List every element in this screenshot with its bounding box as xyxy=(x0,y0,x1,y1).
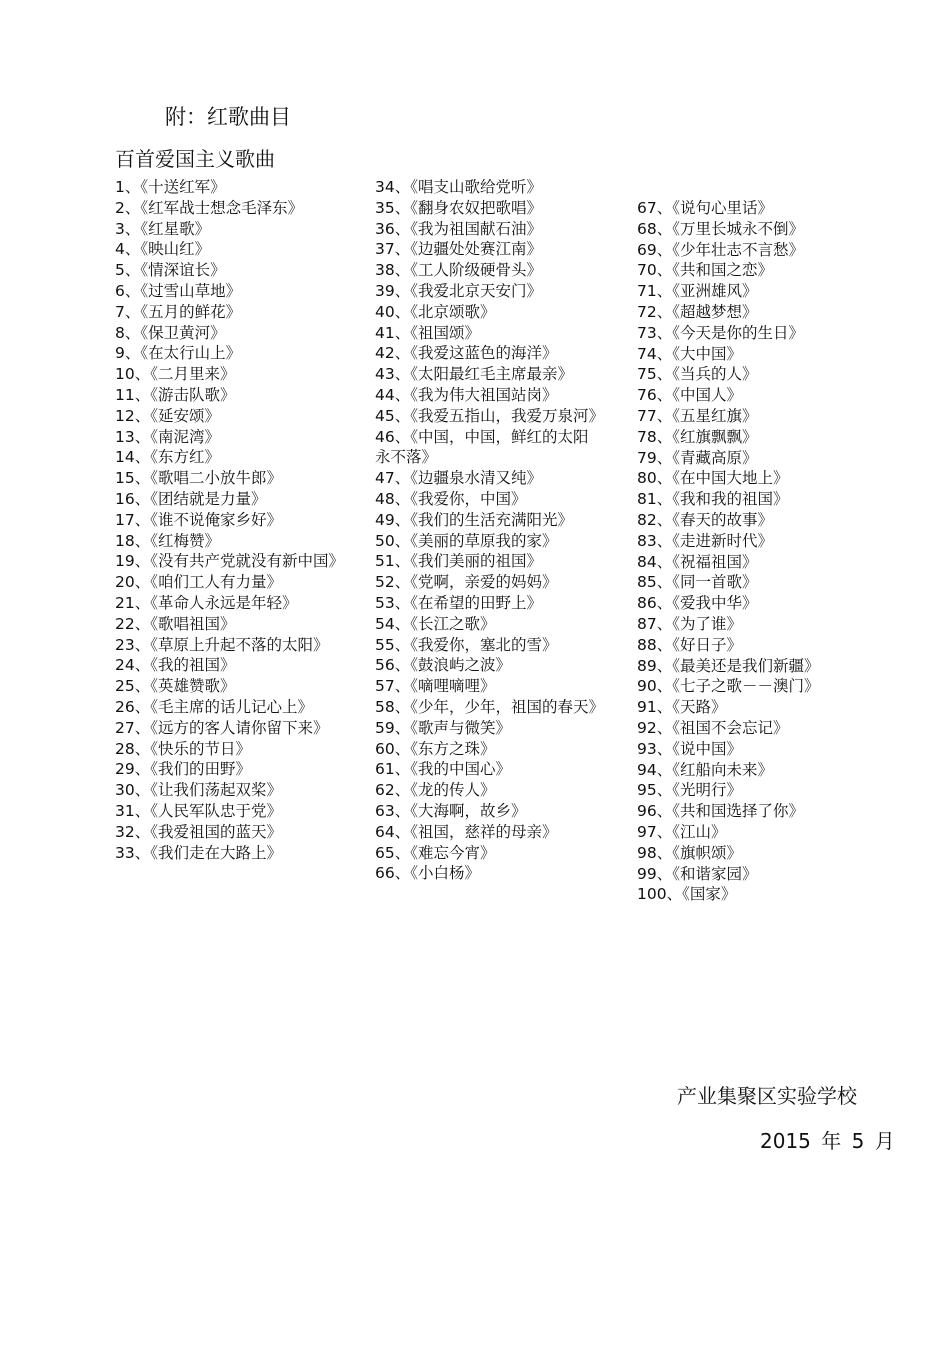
song-item: 9、《在太行山上》 xyxy=(115,344,242,363)
song-item: 37、《边疆处处赛江南》 xyxy=(375,240,542,259)
song-item: 66、《小白杨》 xyxy=(375,864,480,883)
song-column-1 xyxy=(115,177,344,863)
song-item: 44、《我为伟大祖国站岗》 xyxy=(375,385,558,404)
song-item: 93、《说中国》 xyxy=(637,739,742,758)
song-item: 50、《美丽的草原我的家》 xyxy=(375,531,558,550)
song-column-2 xyxy=(375,177,604,884)
song-item: 89、《最美还是我们新疆》 xyxy=(637,656,820,675)
song-item: 19、《没有共产党就没有新中国》 xyxy=(115,552,344,571)
song-item: 21、《革命人永远是年轻》 xyxy=(115,593,298,612)
song-item: 55、《我爱你，塞北的雪》 xyxy=(375,635,558,654)
song-item: 18、《红梅赞》 xyxy=(115,531,220,550)
song-item: 11、《游击队歌》 xyxy=(115,385,236,404)
song-item: 33、《我们走在大路上》 xyxy=(115,843,282,862)
song-item: 60、《东方之珠》 xyxy=(375,739,496,758)
song-item: 88、《好日子》 xyxy=(637,635,742,654)
song-item: 45、《我爱五指山，我爱万泉河》 xyxy=(375,406,604,425)
song-item: 27、《远方的客人请你留下来》 xyxy=(115,718,329,737)
song-item: 29、《我们的田野》 xyxy=(115,760,251,779)
song-item: 47、《边疆泉水清又纯》 xyxy=(375,469,542,488)
song-item: 84、《祝福祖国》 xyxy=(637,552,758,571)
song-item: 35、《翻身农奴把歌唱》 xyxy=(375,198,542,217)
song-item: 92、《祖国不会忘记》 xyxy=(637,718,789,737)
song-item: 94、《红船向未来》 xyxy=(637,760,773,779)
song-item: 52、《党啊，亲爱的妈妈》 xyxy=(375,573,558,592)
document-date: 2015 年 5 月 xyxy=(760,1129,895,1153)
song-item: 70、《共和国之恋》 xyxy=(637,261,773,280)
song-item: 30、《让我们荡起双桨》 xyxy=(115,781,282,800)
song-item: 85、《同一首歌》 xyxy=(637,573,758,592)
song-item: 59、《歌声与微笑》 xyxy=(375,718,511,737)
song-item: 5、《情深谊长》 xyxy=(115,261,226,280)
song-item: 98、《旗帜颂》 xyxy=(637,843,742,862)
song-item: 90、《七子之歌－－澳门》 xyxy=(637,677,820,696)
list-subtitle: 百首爱国主义歌曲 xyxy=(115,147,275,171)
song-item: 10、《二月里来》 xyxy=(115,365,236,384)
song-item: 63、《大海啊，故乡》 xyxy=(375,801,527,820)
song-item: 17、《谁不说俺家乡好》 xyxy=(115,510,282,529)
song-item: 69、《少年壮志不言愁》 xyxy=(637,240,804,259)
song-item: 67、《说句心里话》 xyxy=(637,199,773,217)
song-item: 12、《延安颂》 xyxy=(115,406,220,425)
song-item: 86、《爱我中华》 xyxy=(637,594,758,613)
song-item: 87、《为了谁》 xyxy=(637,614,742,633)
song-item: 22、《歌唱祖国》 xyxy=(115,614,236,633)
song-item: 3、《红星歌》 xyxy=(115,219,211,238)
song-item: 14、《东方红》 xyxy=(115,448,220,467)
song-item: 16、《团结就是力量》 xyxy=(115,489,267,508)
song-item: 8、《保卫黄河》 xyxy=(115,323,226,342)
song-item: 32、《我爱祖国的蓝天》 xyxy=(115,822,282,841)
song-item: 2、《红军战士想念毛泽东》 xyxy=(115,198,304,217)
song-item: 76、《中国人》 xyxy=(637,386,742,405)
song-item: 23、《草原上升起不落的太阳》 xyxy=(115,635,329,654)
song-item: 15、《歌唱二小放牛郎》 xyxy=(115,469,282,488)
song-item: 57、《嘀哩嘀哩》 xyxy=(375,677,496,696)
song-item: 20、《咱们工人有力量》 xyxy=(115,573,282,592)
song-item: 68、《万里长城永不倒》 xyxy=(637,219,804,238)
song-item: 38、《工人阶级硬骨头》 xyxy=(375,261,542,280)
song-item: 64、《祖国，慈祥的母亲》 xyxy=(375,822,558,841)
song-item: 80、《在中国大地上》 xyxy=(637,469,789,488)
song-item: 6、《过雪山草地》 xyxy=(115,281,242,300)
song-item: 26、《毛主席的话儿记心上》 xyxy=(115,697,313,716)
song-item: 4、《映山红》 xyxy=(115,240,211,259)
song-item: 24、《我的祖国》 xyxy=(115,656,236,675)
song-item: 72、《超越梦想》 xyxy=(637,302,758,321)
song-item: 43、《太阳最红毛主席最亲》 xyxy=(375,365,573,384)
song-item: 58、《少年，少年，祖国的春天》 xyxy=(375,697,604,716)
song-item: 54、《长江之歌》 xyxy=(375,614,496,633)
song-item: 41、《祖国颂》 xyxy=(375,323,480,342)
song-column-3 xyxy=(637,198,857,905)
song-item: 96、《共和国选择了你》 xyxy=(637,802,804,821)
song-item: 97、《江山》 xyxy=(637,822,727,841)
song-item: 78、《红旗飘飘》 xyxy=(637,427,758,446)
song-item: 40、《北京颂歌》 xyxy=(375,302,496,321)
song-item: 83、《走进新时代》 xyxy=(637,531,773,550)
song-item: 56、《鼓浪屿之波》 xyxy=(375,656,511,675)
song-item: 13、《南泥湾》 xyxy=(115,427,220,446)
song-item: 49、《我们的生活充满阳光》 xyxy=(375,510,573,529)
song-item: 62、《龙的传人》 xyxy=(375,781,496,800)
song-item: 74、《大中国》 xyxy=(637,344,742,363)
song-item: 53、《在希望的田野上》 xyxy=(375,593,542,612)
song-item: 91、《天路》 xyxy=(637,698,727,717)
song-item: 28、《快乐的节日》 xyxy=(115,739,251,758)
song-item: 34、《唱支山歌给党听》 xyxy=(375,178,542,196)
song-item: 75、《当兵的人》 xyxy=(637,365,758,384)
song-item: 95、《光明行》 xyxy=(637,781,742,800)
song-item: 7、《五月的鲜花》 xyxy=(115,302,242,321)
song-item: 82、《春天的故事》 xyxy=(637,510,773,529)
song-item: 99、《和谐家园》 xyxy=(637,864,758,883)
song-item: 25、《英雄赞歌》 xyxy=(115,677,236,696)
song-item: 77、《五星红旗》 xyxy=(637,406,758,425)
song-item: 71、《亚洲雄风》 xyxy=(637,282,758,301)
song-item: 51、《我们美丽的祖国》 xyxy=(375,552,542,571)
song-item: 39、《我爱北京天安门》 xyxy=(375,281,542,300)
song-item: 48、《我爱你，中国》 xyxy=(375,489,527,508)
song-item: 31、《人民军队忠于党》 xyxy=(115,801,282,820)
school-name: 产业集聚区实验学校 xyxy=(677,1084,857,1108)
song-item: 100、《国家》 xyxy=(637,885,737,904)
song-item: 61、《我的中国心》 xyxy=(375,760,511,779)
song-item: 36、《我为祖国献石油》 xyxy=(375,219,542,238)
page-title: 附：红歌曲目 xyxy=(165,105,291,129)
song-item: 42、《我爱这蓝色的海洋》 xyxy=(375,344,558,363)
song-item: 65、《难忘今宵》 xyxy=(375,843,496,862)
song-item: 1、《十送红军》 xyxy=(115,178,226,196)
song-item: 46、《中国，中国，鲜红的太阳永不落》 xyxy=(375,427,589,467)
song-item: 81、《我和我的祖国》 xyxy=(637,490,789,509)
song-item: 73、《今天是你的生日》 xyxy=(637,323,804,342)
song-item: 79、《青藏高原》 xyxy=(637,448,758,467)
